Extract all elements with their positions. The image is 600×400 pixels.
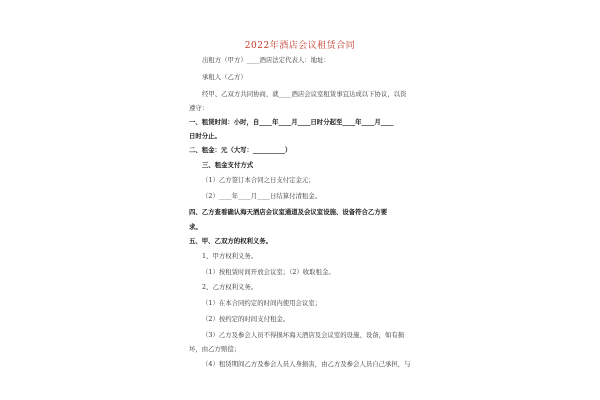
- text-line: 求。: [189, 223, 202, 231]
- text-line: （1）按租赁时间开放会议室；（2）收取租金。: [202, 268, 335, 276]
- section-heading: 五、甲、乙双方的权利义务。: [189, 237, 273, 245]
- text-line: 遵守：: [189, 104, 209, 112]
- text-line: （2）按约定的时间支付租金。: [202, 315, 290, 323]
- section-heading: 一、租赁时间：小时，自____年____月____日时分起至____年____月____: [189, 118, 394, 126]
- text-line: （4）租赁期间乙方及参会人员人身损害，由乙方及参会人员自己承担，与: [202, 360, 411, 368]
- text-line: 2、乙方权利义务。: [202, 283, 258, 291]
- text-line: （3）乙方及参会人员不得损坏海天酒店及会议室的设施、设备，如有损: [202, 331, 405, 339]
- section-heading: 四、乙方查看确认海天酒店会议室通道及会议室设施、设备符合乙方要: [189, 208, 388, 216]
- text-line: （1）在本合同约定的时间内使用会议室；: [202, 299, 322, 307]
- text-line: 经甲、乙双方共同协商，就____酒店会议室租赁事宜达成以下协议，以资: [202, 90, 407, 98]
- text-line: （1）乙方签订本合同之日支付定金元；: [202, 176, 315, 184]
- text-line: 坏，由乙方赔偿；: [189, 345, 241, 353]
- text-line: 出租方（甲方）____酒店法定代表人：地址：: [202, 56, 330, 64]
- text-line: 1、甲方权利义务。: [202, 252, 258, 260]
- text-line: 日时分止。: [189, 132, 221, 140]
- text-line: （2）____年____月____日结算付清租金。: [202, 192, 322, 200]
- section-heading: 二、租金：元（大写：__________）: [189, 146, 292, 154]
- text-line: 承租人（乙方）: [202, 73, 247, 81]
- section-heading: 三、租金支付方式: [202, 161, 254, 169]
- document-title: 2022年酒店会议租赁合同: [244, 41, 356, 51]
